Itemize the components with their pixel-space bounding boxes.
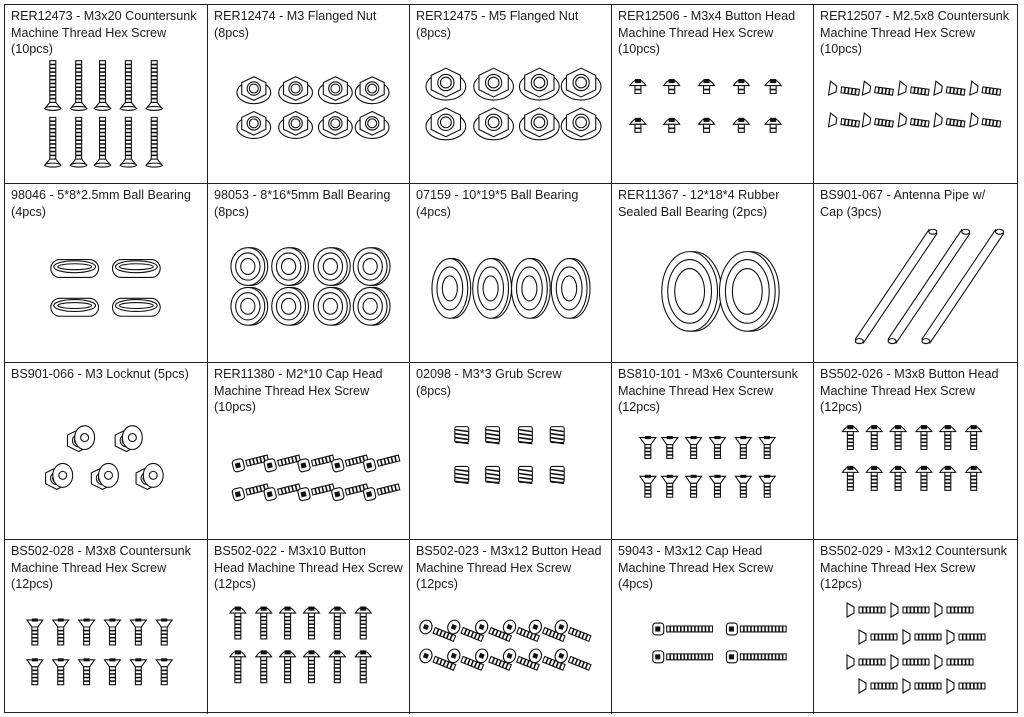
part-cell-02098: [410, 363, 612, 540]
part-cell-rer11367: [612, 184, 814, 363]
part-label: RER12473 - M3x20 Countersunk Machine Thread Hex Screw (10pcs): [11, 9, 197, 56]
part-label: BS901-066 - M3 Locknut (5pcs): [11, 367, 189, 381]
part-cell-bs901-067: [814, 184, 1017, 363]
part-cell-rer12473: [5, 5, 208, 184]
countersunk-screw-icon: [814, 5, 1017, 183]
ball-bearing-icon: [208, 184, 409, 362]
countersunk-screw-icon: [5, 540, 207, 714]
part-cell-bs901-066: [5, 363, 208, 540]
part-cell-rer12506: [612, 5, 814, 184]
part-cell-rer12475: [410, 5, 612, 184]
countersunk-screw-icon: [612, 363, 813, 539]
part-cell-bs502-022: [208, 540, 410, 714]
part-label: 02098 - M3*3 Grub Screw (8pcs): [416, 367, 562, 398]
part-cell-bs810-101: [612, 363, 814, 540]
part-cell-98053: [208, 184, 410, 363]
part-label: BS502-023 - M3x12 Button Head Machine Thread Hex Screw (12pcs): [416, 544, 602, 591]
part-cell-98046: [5, 184, 208, 363]
sealed-bearing-icon: [612, 184, 813, 362]
part-cell-bs502-028: [5, 540, 208, 714]
part-label: BS502-029 - M3x12 Countersunk Machine Thread Hex Screw (12pcs): [820, 544, 1007, 591]
part-label: 98046 - 5*8*2.5mm Ball Bearing (4pcs): [11, 188, 191, 219]
button-head-screw-icon: [814, 363, 1017, 539]
flanged-nut-icon: [410, 5, 611, 183]
parts-sheet: [4, 4, 1018, 713]
part-label: RER12506 - M3x4 Button Head Machine Thread Hex Screw (10pcs): [618, 9, 796, 56]
part-cell-bs502-026: [814, 363, 1017, 540]
part-label: BS901-067 - Antenna Pipe w/ Cap (3pcs): [820, 188, 986, 219]
part-cell-bs502-029: [814, 540, 1017, 714]
part-label: RER12507 - M2.5x8 Countersunk Machine Thread Hex Screw (10pcs): [820, 9, 1010, 56]
part-cell-rer12474: [208, 5, 410, 184]
antenna-pipe-icon: [814, 184, 1017, 362]
ball-bearing-icon: [5, 184, 207, 362]
part-label: 59043 - M3x12 Cap Head Machine Thread Hex Screw (4pcs): [618, 544, 774, 591]
part-cell-07159: [410, 184, 612, 363]
grub-screw-icon: [410, 363, 611, 539]
button-head-screw-icon: [410, 540, 611, 714]
part-label: BS502-026 - M3x8 Button Head Machine Thread Hex Screw (12pcs): [820, 367, 999, 414]
part-cell-rer11380: [208, 363, 410, 540]
countersunk-screw-icon: [814, 540, 1017, 714]
locknut-icon: [5, 363, 207, 539]
button-head-screw-icon: [208, 540, 409, 714]
part-label: RER11380 - M2*10 Cap Head Machine Thread Hex Screw (10pcs): [214, 367, 383, 414]
part-cell-bs502-023: [410, 540, 612, 714]
part-label: 07159 - 10*19*5 Ball Bearing (4pcs): [416, 188, 579, 219]
part-label: BS810-101 - M3x6 Countersunk Machine Thread Hex Screw (12pcs): [618, 367, 798, 414]
part-label: RER12474 - M3 Flanged Nut (8pcs): [214, 9, 377, 40]
flanged-nut-icon: [208, 5, 409, 183]
button-head-screw-icon: [612, 5, 813, 183]
long-countersunk-screw-icon: [5, 5, 207, 183]
part-label: RER12475 - M5 Flanged Nut (8pcs): [416, 9, 579, 40]
part-cell-rer12507: [814, 5, 1017, 184]
part-cell-59043: [612, 540, 814, 714]
part-label: RER11367 - 12*18*4 Rubber Sealed Ball Bearing (2pcs): [618, 188, 780, 219]
part-label: BS502-028 - M3x8 Countersunk Machine Thread Hex Screw (12pcs): [11, 544, 191, 591]
cap-head-screw-icon: [208, 363, 409, 539]
part-label: 98053 - 8*16*5mm Ball Bearing (8pcs): [214, 188, 391, 219]
part-label: BS502-022 - M3x10 Button Head Machine Thread Hex Screw (12pcs): [214, 544, 403, 591]
ball-bearing-icon: [410, 184, 611, 362]
cap-head-screw-icon: [612, 540, 813, 714]
